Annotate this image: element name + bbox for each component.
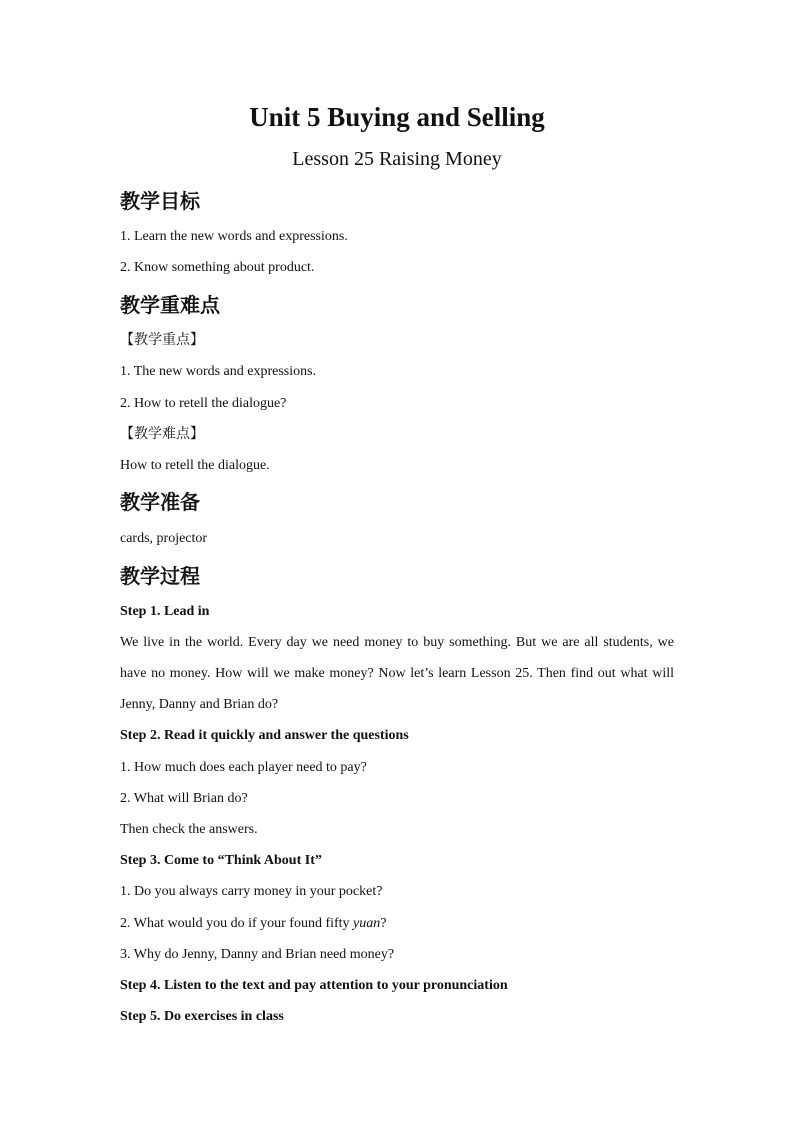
- step-title: Step 5. Do exercises in class: [120, 1009, 284, 1024]
- document-subtitle: Lesson 25 Raising Money: [292, 148, 502, 170]
- step-item: 1. How much does each player need to pay?: [120, 760, 367, 775]
- key-item: 2. How to retell the dialogue?: [120, 396, 287, 411]
- step-item: 2. What will Brian do?: [120, 791, 248, 806]
- section-heading-keypoints: 教学重难点: [120, 293, 220, 317]
- step-item: 1. Do you always carry money in your pocket?: [120, 884, 383, 899]
- document-title: Unit 5 Buying and Selling: [249, 102, 545, 132]
- section-heading-process: 教学过程: [120, 564, 200, 588]
- step-item-end: ?: [380, 916, 387, 931]
- objective-item: 1. Learn the new words and expressions.: [120, 229, 348, 244]
- key-label: 【教学重点】: [120, 332, 204, 348]
- difficult-label: 【教学难点】: [120, 426, 204, 442]
- difficult-item: How to retell the dialogue.: [120, 458, 270, 473]
- italic-word: yuan: [353, 916, 381, 931]
- step-item: 3. Why do Jenny, Danny and Brian need money?: [120, 947, 395, 962]
- step-item: [120, 915, 386, 933]
- step-title: Step 1. Lead in: [120, 604, 210, 619]
- step-title: Step 3. Come to “Think About It”: [120, 853, 322, 868]
- step-paragraph: We live in the world. Every day we need money to buy something. But we are all students, we have no money. How will we make money? Now let’s learn Lesson 25. Then find out what will Jenny, Danny and Brian do?: [120, 635, 674, 712]
- step-title: Step 4. Listen to the text and pay attention to your pronunciation: [120, 978, 508, 993]
- objective-item: 2. Know something about product.: [120, 260, 315, 275]
- step-item: Then check the answers.: [120, 822, 258, 837]
- preparation-item: cards, projector: [120, 531, 208, 546]
- step-item-text: 2. What would you do if your found fifty: [120, 916, 354, 931]
- step-title: Step 2. Read it quickly and answer the questions: [120, 728, 409, 743]
- section-heading-objectives: 教学目标: [120, 189, 200, 213]
- key-item: 1. The new words and expressions.: [120, 364, 317, 379]
- section-heading-preparation: 教学准备: [120, 490, 200, 514]
